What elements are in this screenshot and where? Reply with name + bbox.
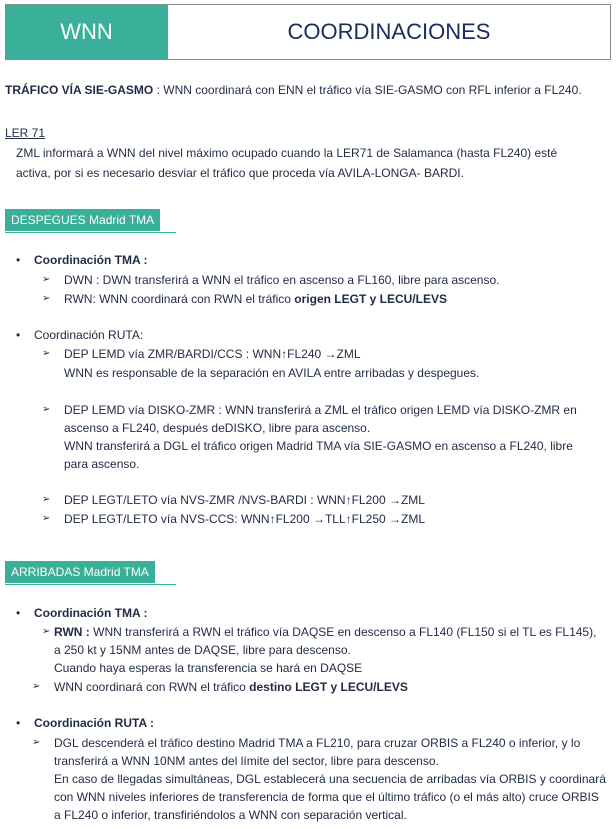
despegues-tma-item-2: RWN: WNN coordinará con RWN el tráfico origen LEGT y LECU/LEVS [64, 292, 447, 306]
despegues-ruta-1b: WNN es responsable de la separación en AVILA entre arribadas y despegues. [64, 366, 480, 380]
trafico-paragraph [5, 83, 582, 97]
arribadas-ruta-1: DGL descenderá el tráfico destino Madrid TMA a FL210, para cruzar ORBIS a FL240 o inferior, y lo [54, 736, 581, 750]
bullet-icon: • [16, 328, 21, 342]
ler-text-2: activa, por si es necesario desviar el tráfico que proceda vía AVILA-LONGA- BARDI. [16, 166, 464, 180]
despegues-ruta-2a: DEP LEMD vía DISKO-ZMR : WNN transferirá a ZML el tráfico origen LEMD vía DISKO-ZMR en [64, 403, 577, 417]
arrow-icon: ➢ [42, 494, 51, 505]
arrow-icon: ➢ [42, 293, 51, 304]
arribadas-tma-2: WNN coordinará con RWN el tráfico destino LEGT y LECU/LEVS [54, 680, 408, 694]
arrow-icon: ➢ [42, 348, 51, 359]
trafico-text: : WNN coordinará con ENN el tráfico vía SIE-GASMO con RFL inferior a FL240. [153, 83, 582, 97]
arrow-icon: ➢ [32, 681, 41, 692]
section-despegues-underline [5, 232, 176, 233]
arrow-icon: ➢ [42, 404, 51, 415]
bullet-icon: • [16, 716, 21, 730]
arribadas-tma-1c: Cuando haya esperas la transferencia se hará en DAQSE [54, 661, 363, 675]
section-arribadas: ARRIBADAS Madrid TMA [5, 561, 155, 583]
despegues-tma-item-1: DWN : DWN transferirá a WNN el tráfico en ascenso a FL160, libre para ascenso. [64, 273, 500, 287]
header-sector: WNN [6, 5, 168, 59]
despegues-ruta-label: Coordinación RUTA: [34, 328, 144, 342]
trafico-label: TRÁFICO VÍA SIE-GASMO [5, 83, 154, 97]
despegues-ruta-4: DEP LEGT/LETO vía NVS-CCS: WNN↑FL200 →TLL↑FL250 →ZML [64, 512, 425, 526]
arribadas-ruta-label: Coordinación RUTA : [34, 716, 154, 730]
header [5, 4, 611, 60]
ler-text-1: ZML informará a WNN del nivel máximo ocupado cuando la LER71 de Salamanca (hasta FL240) esté [16, 146, 558, 160]
arribadas-ruta-5: a FL240 o inferior, transfiriéndolos a WNN con separación vertical. [54, 808, 407, 822]
bullet-icon: • [16, 606, 21, 620]
header-title: COORDINACIONES [287, 19, 491, 44]
section-arribadas-underline [5, 584, 176, 585]
section-despegues: DESPEGUES Madrid TMA [5, 209, 160, 231]
ler-title: LER 71 [5, 126, 46, 140]
arribadas-ruta-2: transferirá a WNN 10NM antes del límite del sector, libre para descenso. [54, 754, 439, 768]
bullet-icon: • [16, 253, 21, 267]
despegues-ruta-3: DEP LEGT/LETO vía NVS-ZMR /NVS-BARDI : WNN↑FL200 →ZML [64, 493, 425, 507]
arrow-icon: ➢ [42, 626, 51, 637]
arrow-icon: ➢ [32, 737, 41, 748]
arribadas-tma-label: Coordinación TMA : [34, 606, 148, 620]
arribadas-tma-1a: RWN : WNN transferirá a RWN el tráfico vía DAQSE en descenso a FL140 (FL150 si el TL es FL145), [54, 625, 597, 639]
arrow-icon: ➢ [42, 274, 51, 285]
despegues-tma-label: Coordinación TMA : [34, 253, 148, 267]
despegues-ruta-1a: DEP LEMD vía ZMR/BARDI/CCS : WNN↑FL240 →ZML [64, 347, 361, 361]
arribadas-ruta-3: En caso de llegadas simultáneas, DGL establecerá una secuencia de arribadas vía ORBIS y coordinará [54, 772, 606, 786]
arribadas-tma-1b: a 250 kt y 15NM antes de DAQSE, libre para descenso. [54, 643, 351, 657]
despegues-ruta-2c: WNN transferirá a DGL el tráfico origen Madrid TMA vía SIE-GASMO en ascenso a FL240, libre [64, 439, 573, 453]
despegues-ruta-2d: para ascenso. [64, 457, 140, 471]
arribadas-ruta-4: con WNN niveles inferiores de transferencia de forma que el último tráfico (o el más alto) cruce ORBIS [54, 790, 599, 804]
arrow-icon: ➢ [42, 513, 51, 524]
despegues-ruta-2b: ascenso a FL240, después deDISKO, libre para ascenso. [64, 421, 371, 435]
